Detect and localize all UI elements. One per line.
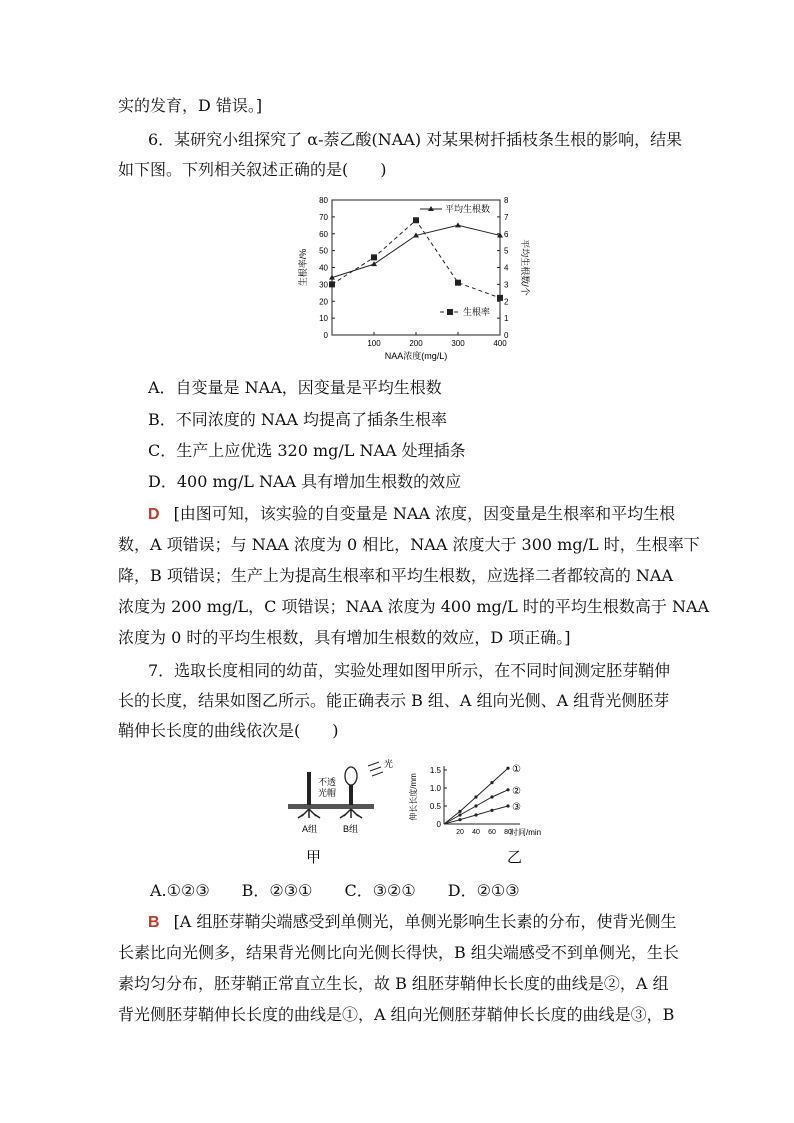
y-tick-label: 1.0: [429, 784, 441, 793]
question-6-stem: 6．某研究小组探究了 α-萘乙酸(NAA) 对某果树扦插枝条生根的影响，结果: [148, 130, 683, 149]
answer-6-line: 浓度为 0 时的平均生根数，具有增加生根数的效应，D 项正确。]: [118, 628, 571, 647]
curve-point: [490, 781, 493, 784]
answer-text: [A 组胚芽鞘尖端感受到单侧光，单侧光影响生长素的分布，使背光侧生: [173, 912, 677, 931]
question-7-stem: 鞘伸长长度的曲线依次是( ): [118, 721, 339, 740]
light-rays-icon: [368, 762, 383, 776]
x-tick-label: 100: [367, 339, 381, 348]
question-7-stem: 长的长度，结果如图乙所示。能正确表示 B 组、A 组向光侧、A 组背光侧胚芽: [118, 691, 670, 710]
y-tick-label: 20: [319, 297, 328, 307]
option-c: C．生产上应优选 320 mg/L NAA 处理插条: [148, 441, 466, 460]
text-line: 实的发育，D 错误。]: [118, 96, 263, 115]
elongation-chart-svg: [404, 758, 554, 870]
answer-7-line: [148, 911, 676, 934]
opaque-cap-label: 光帽: [318, 788, 337, 798]
option-a: A．自变量是 NAA，因变量是平均生根数: [148, 378, 442, 397]
y2-axis-label: 平均生根数/个: [520, 239, 530, 296]
curve-point: [490, 795, 493, 798]
question-6-stem: 如下图。下列相关叙述正确的是( ): [118, 160, 387, 179]
answer-text: [由图可知，该实验的自变量是 NAA 浓度，因变量是生根率和平均生根: [173, 504, 676, 523]
rooting-rate-point: [497, 295, 503, 301]
y-tick-label: 30: [319, 280, 328, 290]
y2-tick-label: 0: [504, 331, 509, 340]
seedling-b-roots: [340, 809, 362, 818]
x-tick-label: 20: [456, 829, 464, 836]
curve-point: [506, 804, 509, 807]
y-axis-label: 生根率/%: [298, 248, 308, 287]
answer-7-line: 长素比向光侧多，结果背光侧比向光侧长得快，B 组尖端感受不到单侧光，生长: [118, 943, 679, 962]
rooting-rate-point: [329, 281, 335, 287]
y-tick-label: 60: [319, 229, 328, 239]
x-axis-label: NAA浓度(mg/L): [384, 351, 448, 361]
rooting-rate-point: [413, 217, 419, 223]
x-tick-label: 400: [493, 339, 507, 348]
seedling-a-roots: [298, 809, 320, 818]
y-axis-label: 伸长长度/mm: [409, 773, 418, 821]
x-axis-label: 时间/min: [510, 828, 542, 837]
curve-point: [490, 809, 493, 812]
answer-7-line: 素均匀分布，胚芽鞘正常直立生长，故 B 组胚芽鞘伸长长度的曲线是②，A 组: [118, 974, 669, 993]
curve-point: [474, 804, 477, 807]
figure-caption-jia: 甲: [306, 849, 322, 866]
answer-letter: B: [148, 914, 160, 931]
legend-label-avg-roots: 平均生根数: [445, 204, 491, 214]
seedling-diagram-svg: [282, 752, 402, 870]
opaque-cap-label: 不透: [318, 777, 337, 787]
group-b-label: B组: [343, 824, 359, 834]
answer-7-line: 背光侧胚芽鞘伸长长度的曲线是①，A 组向光侧胚芽鞘伸长长度的曲线是③，B: [118, 1005, 675, 1024]
y2-tick-label: 7: [504, 212, 509, 222]
x-tick-label: 200: [409, 339, 423, 348]
option-d: D．400 mg/L NAA 具有增加生根数的效应: [148, 472, 462, 491]
y-tick-label: 50: [319, 246, 328, 256]
y2-tick-label: 2: [504, 297, 509, 307]
y-tick-label: 40: [319, 263, 328, 273]
answer-6-line: 浓度为 200 mg/L，C 项错误；NAA 浓度为 400 mg/L 时的平均生根数高于 NAA: [118, 597, 710, 616]
y2-tick-label: 4: [504, 263, 509, 273]
y-tick-label: 0.5: [429, 802, 441, 811]
answer-6-line: 降，B 项错误；生产上为提高生根率和平均生根数，应选择二者都较高的 NAA: [118, 566, 674, 585]
y2-tick-label: 5: [504, 246, 509, 256]
y2-tick-label: 3: [504, 280, 509, 290]
curve-label: ③: [512, 802, 521, 813]
seedling-a-coleoptile: [307, 772, 311, 805]
y-tick-label: 0: [323, 331, 328, 340]
y-tick-label: 1.5: [429, 766, 441, 775]
answer-letter: D: [148, 506, 160, 523]
x-tick-label: 40: [472, 829, 480, 836]
question-7-options: A.①②③ B．②③① C．③②① D．②①③: [150, 881, 520, 900]
question-7-stem: 7．选取长度相同的幼苗，实验处理如图甲所示，在不同时间测定胚芽鞘伸: [148, 661, 671, 680]
curve-point: [474, 813, 477, 816]
rooting-rate-point: [455, 280, 461, 286]
legend-marker-rooting-rate: [447, 309, 453, 315]
x-tick-label: 60: [488, 829, 496, 836]
elongation-chart: [404, 758, 554, 874]
curve-point: [458, 818, 461, 821]
curve-point: [506, 788, 509, 791]
curve-label: ①: [512, 764, 521, 776]
y-tick-label: 0: [436, 820, 441, 829]
figure-caption-yi: 乙: [507, 849, 523, 866]
avg-roots-point: [371, 261, 377, 266]
soil-strip: [288, 804, 374, 809]
curve-label: ②: [512, 785, 521, 797]
answer-6-line: [148, 503, 675, 526]
rooting-rate-point: [371, 254, 377, 260]
curve-point: [458, 810, 461, 813]
group-a-label: A组: [302, 824, 318, 834]
curve-point: [458, 813, 461, 816]
y-tick-label: 80: [319, 196, 328, 205]
answer-6-line: 数，A 项错误；与 NAA 浓度为 0 相比，NAA 浓度大于 300 mg/L 时，生根率下: [118, 535, 700, 554]
y2-tick-label: 6: [504, 229, 509, 239]
opaque-cap-icon: [345, 767, 357, 785]
avg-roots-point: [455, 222, 461, 227]
y2-tick-label: 8: [504, 196, 509, 205]
x-tick-label: 80: [504, 829, 512, 836]
light-label: 光: [384, 759, 394, 769]
curve-point: [474, 795, 477, 798]
y-tick-label: 10: [319, 314, 328, 324]
y-tick-label: 70: [319, 212, 328, 222]
legend-label-rooting-rate: 生根率: [463, 307, 491, 317]
x-tick-label: 300: [451, 339, 465, 348]
seedling-diagram: [282, 752, 402, 874]
naa-chart: [292, 190, 532, 369]
curve-point: [506, 767, 509, 770]
rooting-rate-line: [332, 220, 500, 298]
option-b: B．不同浓度的 NAA 均提高了插条生根率: [148, 410, 448, 429]
y2-tick-label: 1: [504, 314, 509, 324]
naa-chart-svg: [292, 190, 532, 365]
